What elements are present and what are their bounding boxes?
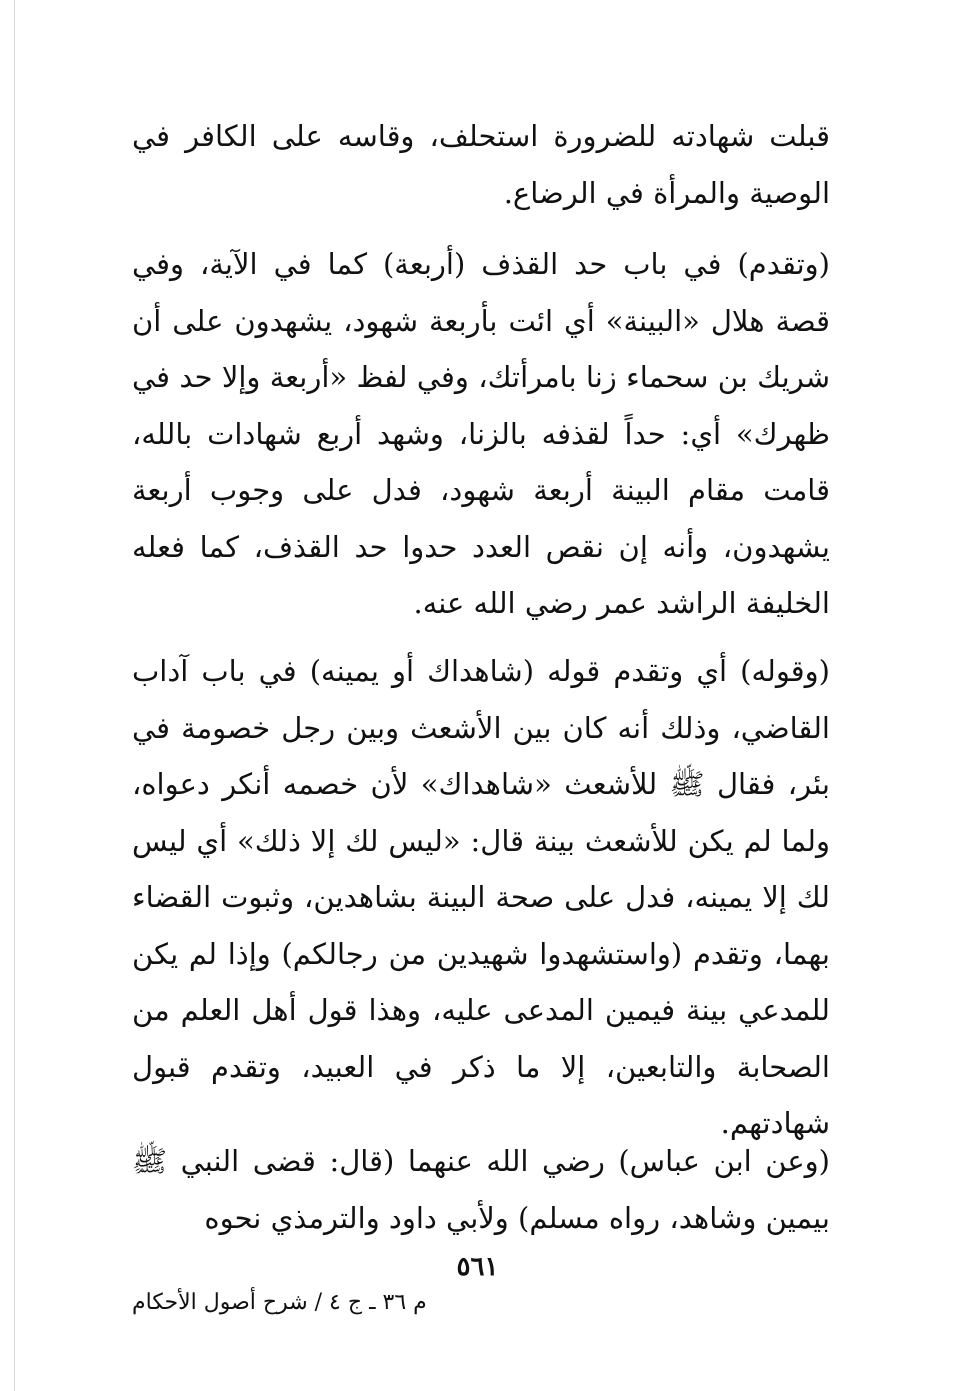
paragraph-2: (وتقدم) في باب حد القذف (أربعة) كما في الآية، وفي قصة هلال «البينة» أي ائت بأربعة شهود، يشهدون على أن شريك بن سحماء زنا بامرأتك، وفي لفظ «أربعة وإلا حد في ظهرك» أي: حداً لقذفه بالزنا، وشهد أربع شهادات بالله، قامت مقام البينة أربعة شهود، فدل على وجوب أربعة يشهدون، وأنه إن نقص العدد حدوا حد القذف، كما فعله الخليفة الراشد عمر رضي الله عنه. <box>132 247 830 620</box>
footer-signature: م ٣٦ ـ ج ٤ / شرح أصول الأحكام <box>132 1290 427 1315</box>
paragraph-3: (وقوله) أي وتقدم قوله (شاهداك أو يمينه) في باب آداب القاضي، وذلك أنه كان بين الأشعث وبين رجل خصومة في بئر، فقال ﷺ للأشعث «شاهداك» لأن خصمه أنكر دعواه، ولما لم يكن للأشعث بينة قال: «ليس لك إلا ذلك» أي ليس لك إلا يمينه، فدل على صحة البينة بشاهدين، وثبوت القضاء بهما، وتقدم (واستشهدوا شهيدين من رجالكم) وإذا لم يكن للمدعي بينة فيمين المدعى عليه، وهذا قول أهل العلم من الصحابة والتابعين، إلا ما ذكر في العبيد، وتقدم قبول شهادتهم. <box>132 654 830 1140</box>
paragraph-1: قبلت شهادته للضرورة استحلف، وقاسه على الكافر في الوصية والمرأة في الرضاع. <box>132 119 830 210</box>
page-edge-line <box>14 0 15 1391</box>
page-number: ٥٦١ <box>456 1252 499 1282</box>
paragraph-4: (وعن ابن عباس) رضي الله عنهما (قال: قضى النبي ﷺ بيمين وشاهد، رواه مسلم) ولأبي داود والترمذي نحوه <box>132 1144 830 1235</box>
